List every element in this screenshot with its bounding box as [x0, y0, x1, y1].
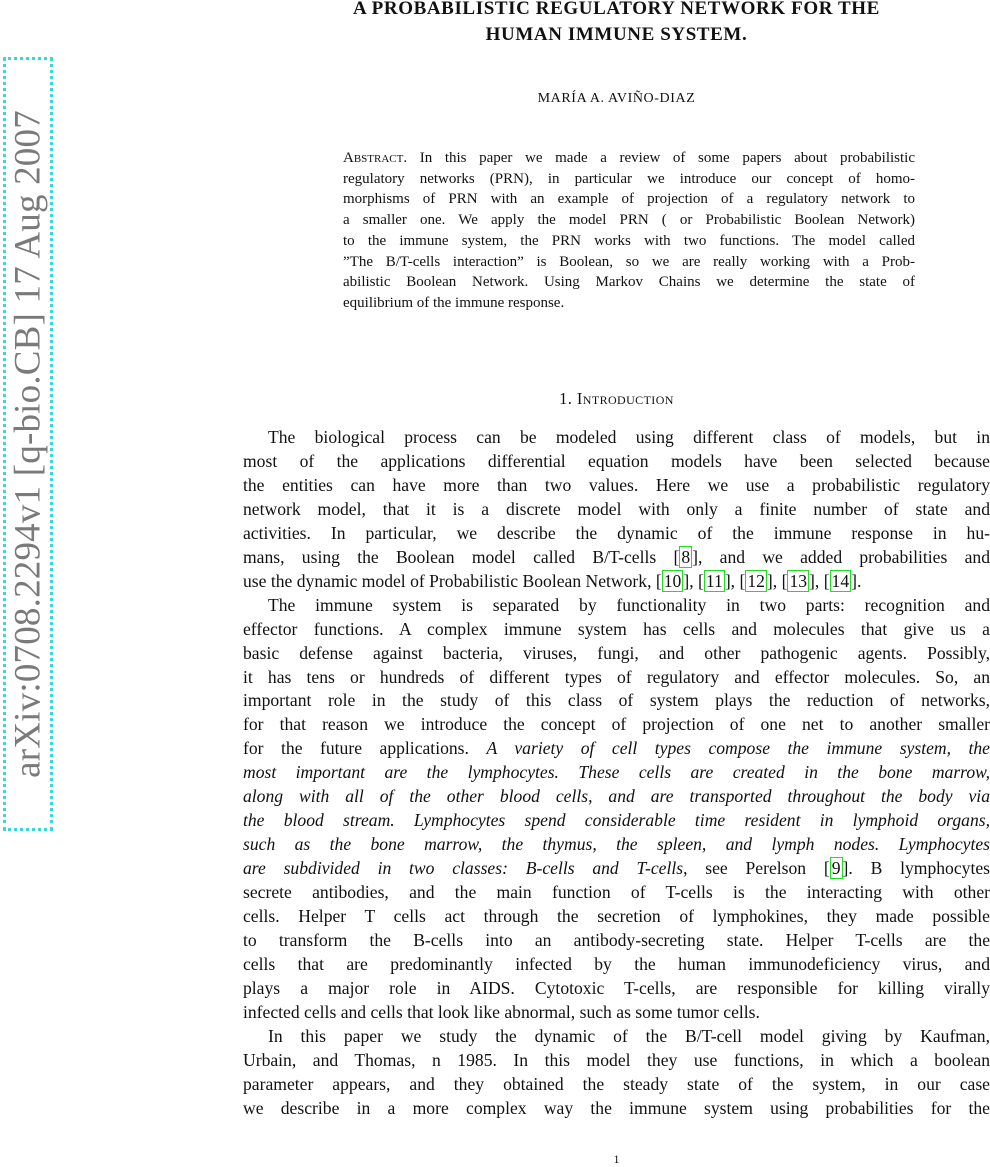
text: most of the applications differential equation models have been selected because: [243, 450, 990, 471]
text: .: [857, 570, 862, 591]
text: mans, using the Boolean model called B/T-cells: [243, 546, 674, 567]
citation-number[interactable]: 9: [831, 858, 841, 879]
body-line: [243, 857, 990, 881]
body-line: [243, 642, 990, 666]
text: ,: [814, 570, 824, 591]
body-line: [243, 785, 990, 809]
body-line: [243, 905, 990, 929]
text: plays a major role in AIDS. Cytotoxic T-cells, are responsible for killing virally: [243, 977, 990, 998]
page-number: 1: [613, 1152, 620, 1166]
text: secrete antibodies, and the main function of T-cells is the interacting with other: [243, 882, 990, 903]
body-line: [243, 953, 990, 977]
citation[interactable]: [ 13 ]: [781, 570, 815, 591]
body-line: [243, 618, 990, 642]
abstract-text: a smaller one. We apply the model PRN ( or Probabilistic Boolean Network): [343, 212, 915, 229]
italic-text: most important are the lymphocytes. These cells are created in the bone marrow,: [243, 762, 990, 783]
section-number: 1.: [559, 389, 573, 408]
abstract-line: [343, 210, 915, 231]
text: use the dynamic model of Probabilistic Boolean Network,: [243, 570, 656, 591]
text: parameter appears, and they obtained the steady state of the system, in our case: [243, 1073, 990, 1094]
abstract-text: ”The B/T-cells interaction” is Boolean, so we are really working with a Prob-: [343, 253, 915, 270]
text: to transform the B-cells into an antibody-secreting state. Helper T-cells are the: [243, 930, 990, 951]
citation-number[interactable]: 14: [831, 570, 850, 591]
citation-number[interactable]: 13: [789, 570, 808, 591]
abstract-line: [343, 252, 915, 273]
abstract-line: [343, 189, 915, 210]
abstract-text: In this paper we made a review of some papers about probabilistic: [419, 150, 916, 166]
text: . B lymphocytes: [848, 858, 990, 879]
body-line: [243, 666, 990, 690]
abstract-text: regulatory networks (PRN), in particular we introduce our concept of homo-: [343, 170, 915, 187]
abstract-text: equilibrium of the immune response.: [343, 294, 565, 311]
body-line: [243, 474, 990, 498]
text: basic defense against bacteria, viruses, fungi, and other pathogenic agents. Possibly,: [243, 642, 990, 663]
text: for that reason we introduce the concept of projection of one net to another smaller: [243, 714, 990, 735]
citation[interactable]: [ 9 ]: [823, 858, 849, 879]
text: ,: [772, 570, 782, 591]
body-line: [243, 426, 990, 450]
body-line: [243, 498, 990, 522]
text: network model, that it is a discrete model with only a finite number of state and: [243, 498, 990, 519]
body-line: [243, 761, 990, 785]
body-line: [243, 689, 990, 713]
body-line: [243, 570, 990, 594]
body-line: [243, 833, 990, 857]
text: ,: [689, 570, 698, 591]
abstract-line: [343, 293, 915, 314]
citation[interactable]: [ 8 ]: [673, 546, 698, 567]
citation-number[interactable]: 12: [747, 570, 765, 591]
body-line: [243, 1025, 990, 1049]
text: In this paper we study the dynamic of the B/T-cell model giving by Kaufman,: [268, 1025, 990, 1046]
paper-title: [243, 0, 990, 48]
text: The immune system is separated by functionality in two parts: recognition and: [268, 594, 990, 615]
italic-text: A variety of cell types compose the immune system, the: [486, 738, 990, 759]
body-line: [243, 546, 990, 570]
text: we describe in a more complex way the immune system using probabilities for the: [243, 1097, 990, 1118]
arxiv-stamp: [3, 57, 53, 831]
abstract-line: [343, 169, 915, 190]
body-line: [243, 713, 990, 737]
abstract-text: to the immune system, the PRN works with two functions. The model called: [343, 232, 915, 249]
section-title: Introduction: [576, 389, 674, 408]
abstract-text: morphisms of PRN with an example of projection of a regulatory network to: [343, 191, 915, 208]
text: , see Perelson: [683, 858, 824, 879]
author: MARÍA A. AVIÑO-DIAZ: [537, 91, 696, 106]
text: it has tens or hundreds of different types of regulatory and effector molecules. So, an: [243, 666, 990, 687]
text: infected cells and cells that look like abnormal, such as some tumor cells.: [243, 1001, 760, 1022]
abstract: [343, 148, 915, 314]
citation[interactable]: [ 11 ]: [698, 570, 731, 591]
body-line: [243, 929, 990, 953]
citation[interactable]: [ 14 ]: [823, 570, 857, 591]
body-line: [243, 1049, 990, 1073]
body-text: [243, 426, 990, 1121]
italic-text: along with all of the other blood cells, and are transported throughout the body via: [243, 786, 990, 807]
body-line: [243, 522, 990, 546]
text: cells that are predominantly infected by the human immunodeficiency virus, and: [243, 953, 990, 974]
citation-number[interactable]: 10: [663, 570, 682, 591]
body-line: [243, 450, 990, 474]
citation-number[interactable]: 11: [705, 570, 723, 591]
abstract-line: [343, 272, 915, 293]
text: the entities can have more than two values. Here we use a probabilistic regulatory: [243, 474, 990, 495]
text: important role in the study of this class of system plays the reduction of networks,: [243, 690, 990, 711]
body-line: [243, 977, 990, 1001]
text: activities. In particular, we describe the dynamic of the immune response in hu-: [243, 522, 990, 543]
italic-text: such as the bone marrow, the thymus, the spleen, and lymph nodes. Lymphocytes: [243, 834, 990, 855]
abstract-text: abilistic Boolean Network. Using Markov Chains we determine the state of: [343, 274, 915, 291]
text: for the future applications.: [243, 738, 487, 759]
italic-text: the blood stream. Lymphocytes spend considerable time resident in lymphoid organs,: [243, 810, 990, 831]
text: effector functions. A complex immune system has cells and molecules that give us a: [243, 618, 990, 639]
body-line: [243, 809, 990, 833]
italic-text: are subdivided in two classes: B-cells and T-cells: [243, 858, 684, 879]
text: Urbain, and Thomas, n 1985. In this model they use functions, in which a boolean: [243, 1049, 990, 1070]
text: The biological process can be modeled using different class of models, but in: [268, 427, 990, 447]
body-line: [243, 737, 990, 761]
body-line: [243, 1073, 990, 1097]
citation[interactable]: [ 10 ]: [655, 570, 690, 591]
citation[interactable]: [ 12 ]: [739, 570, 773, 591]
text: ,: [730, 570, 740, 591]
arxiv-identifier: arXiv:0708.2294v1 [q-bio.CB] 17 Aug 2007: [7, 110, 49, 778]
text: cells. Helper T cells act through the secretion of lymphokines, they made possible: [243, 906, 990, 927]
section-heading: [243, 389, 990, 409]
body-line: [243, 594, 990, 618]
title-line: A PROBABILISTIC REGULATORY NETWORK FOR THE: [353, 0, 880, 19]
title-line: HUMAN IMMUNE SYSTEM.: [485, 24, 748, 45]
abstract-line: [343, 231, 915, 252]
text: , and we added probabilities and: [698, 546, 990, 567]
abstract-label: Abstract.: [343, 150, 408, 166]
body-line: [243, 1001, 990, 1025]
citation-number[interactable]: 8: [681, 546, 691, 567]
body-line: [243, 1097, 990, 1121]
abstract-line: [343, 148, 915, 169]
body-line: [243, 881, 990, 905]
